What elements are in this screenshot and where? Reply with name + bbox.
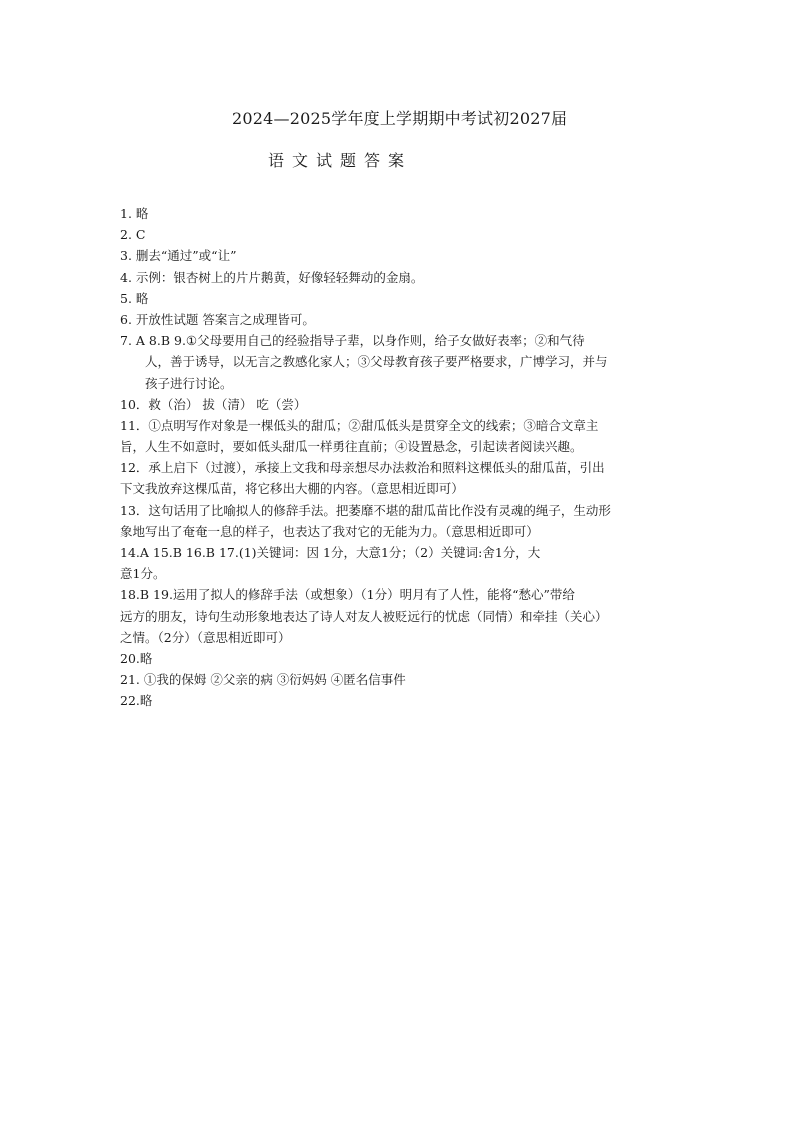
answer-line: 21. ①我的保姆 ②父亲的病 ③衍妈妈 ④匿名信事件	[120, 672, 406, 688]
answer-line: 13．这句话用了比喻拟人的修辞手法。把萎靡不堪的甜瓜苗比作没有灵魂的绳子，生动形	[120, 502, 611, 518]
answer-line: 意1分。	[120, 566, 166, 582]
answer-line: 6. 开放性试题 答案言之成理皆可。	[120, 311, 315, 327]
answer-line: 3. 删去“通过”或“让”	[120, 248, 237, 264]
answer-line: 12．承上启下（过渡），承接上文我和母亲想尽办法救治和照料这棵低头的甜瓜苗，引出	[120, 460, 605, 476]
answer-line: 象地写出了奄奄一息的样子，也表达了我对它的无能为力。（意思相近即可）	[120, 523, 539, 539]
answer-line: 10．救（治） 拔（清） 吃（尝）	[120, 396, 307, 412]
answer-line: 之情。（2分）（意思相近即可）	[120, 629, 291, 645]
answer-line: 孩子进行讨论。	[145, 375, 233, 391]
page-subtitle: 语文试题答案	[268, 151, 413, 170]
answer-line: 18.B 19.运用了拟人的修辞手法（或想象）（1分）明月有了人性，能将“愁心”带给	[120, 587, 575, 603]
answer-line: 11．①点明写作对象是一棵低头的甜瓜；②甜瓜低头是贯穿全文的线索；③暗合文章主	[120, 417, 599, 433]
answer-line: 20.略	[120, 650, 153, 666]
answer-line: 1. 略	[120, 206, 149, 221]
answer-line: 旨，人生不如意时，要如低头甜瓜一样勇往直前；④设置悬念，引起读者阅读兴趣。	[120, 439, 583, 455]
answer-line: 4. 示例：银杏树上的片片鹅黄，好像轻轻舞动的金扇。	[120, 269, 424, 285]
answer-line: 7. A 8.B 9.①父母要用自己的经验指导子辈，以身作则，给子女做好表率；②和气待	[120, 333, 585, 349]
answer-line: 14.A 15.B 16.B 17.(1)关键词：因 1分，大意1分；（2）关键词:舍1分，大	[120, 545, 541, 560]
answer-line: 人，善于诱导，以无言之教感化家人；③父母教育孩子要严格要求，广博学习，并与	[145, 354, 608, 370]
answer-line: 5. 略	[120, 290, 149, 306]
answer-line: 2. C	[120, 227, 146, 243]
answer-line: 远方的朋友，诗句生动形象地表达了诗人对友人被贬远行的忧虑（同情）和牵挂（关心）	[120, 608, 608, 624]
answer-list	[120, 203, 670, 712]
answer-line: 下文我放弃这棵瓜苗，将它移出大棚的内容。（意思相近即可）	[120, 481, 464, 497]
answer-line: 22.略	[120, 693, 153, 709]
page-title: 2024—2025学年度上学期期中考试初2027届	[232, 109, 568, 128]
